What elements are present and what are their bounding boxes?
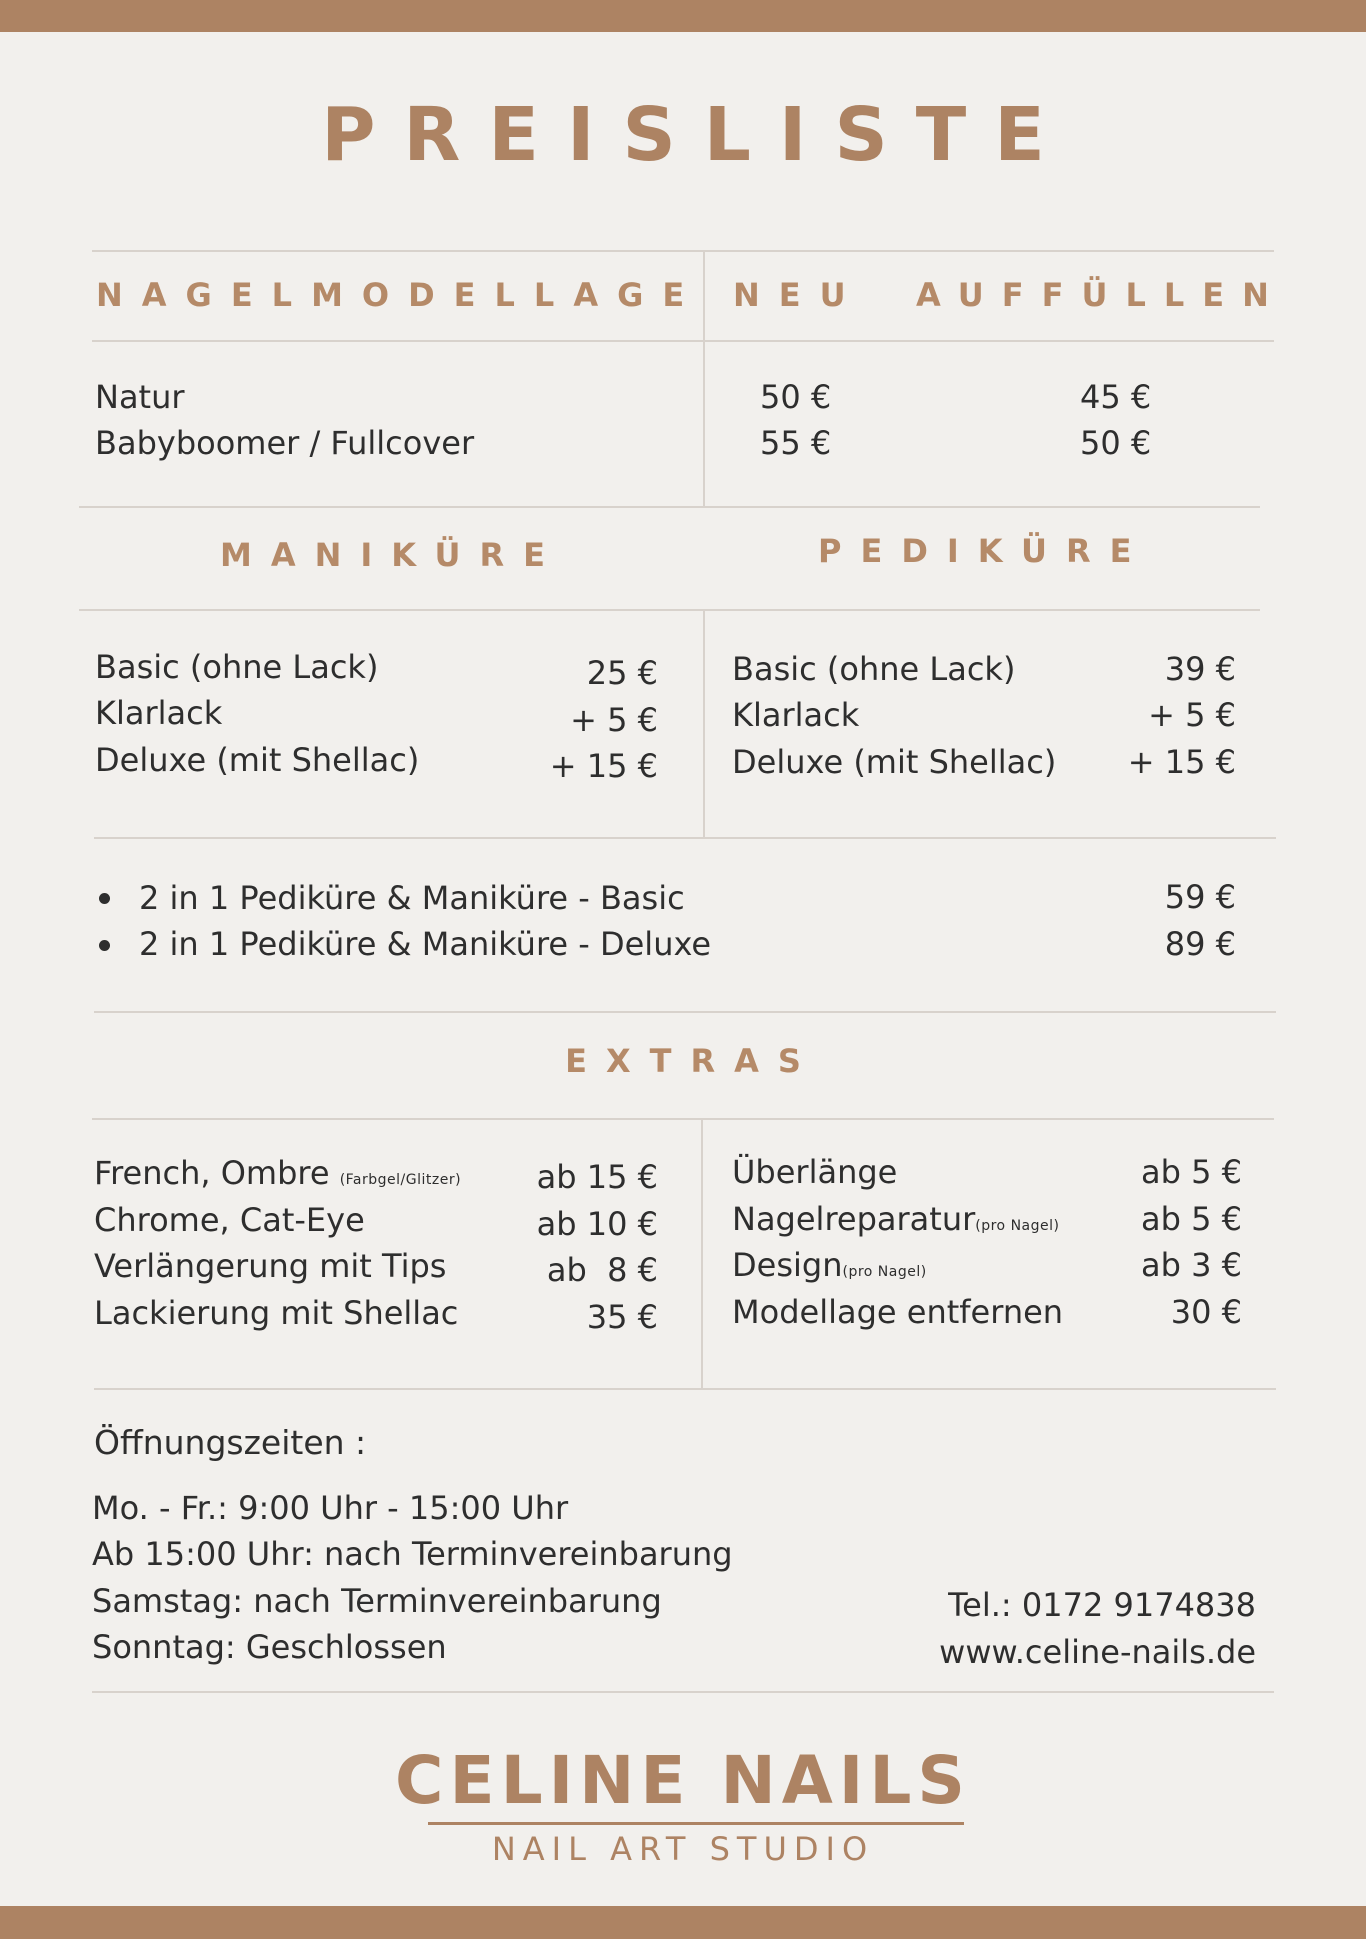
- top-band: [0, 0, 1366, 32]
- pedikuere-item-price: 39 €: [1164, 650, 1236, 688]
- manikuere-header: MANIKÜRE: [220, 536, 565, 574]
- manikuere-item-price: 25 €: [586, 654, 658, 692]
- logo-underline: [428, 1822, 964, 1825]
- brand-logo-name: CELINE NAILS: [395, 1742, 971, 1819]
- nagel-row-price-new: 50 €: [760, 378, 832, 416]
- column-divider: [703, 609, 705, 839]
- extras-header: EXTRAS: [565, 1042, 820, 1080]
- divider: [92, 250, 1274, 252]
- pedikuere-item-label: Deluxe (mit Shellac): [732, 743, 1057, 781]
- nagel-row-price-refill: 45 €: [1080, 378, 1152, 416]
- website-link[interactable]: www.celine-nails.de: [939, 1633, 1256, 1671]
- combo-item-price: 89 €: [1164, 925, 1236, 963]
- nagel-row-price-refill: 50 €: [1080, 424, 1152, 462]
- manikuere-item-label: Deluxe (mit Shellac): [95, 741, 420, 779]
- divider: [92, 1118, 1274, 1120]
- extras-item-price: ab 8 €: [546, 1251, 658, 1289]
- pedikuere-item-label: Klarlack: [732, 696, 860, 734]
- extras-item: French, Ombre (Farbgel/Glitzer): [94, 1154, 462, 1192]
- phone-number[interactable]: Tel.: 0172 9174838: [948, 1586, 1256, 1624]
- extras-item: Chrome, Cat-Eye: [94, 1201, 365, 1239]
- divider: [94, 1011, 1276, 1013]
- divider: [94, 1388, 1276, 1390]
- extras-item-price: 30 €: [1170, 1293, 1242, 1331]
- bullet-icon: [99, 940, 110, 951]
- column-neu-header: NEU: [733, 276, 865, 314]
- extras-item: Design(pro Nagel): [732, 1246, 927, 1284]
- column-divider: [703, 250, 705, 508]
- divider: [79, 609, 1260, 611]
- pedikuere-item-label: Basic (ohne Lack): [732, 650, 1016, 688]
- manikuere-item-label: Klarlack: [95, 694, 223, 732]
- nagel-row-price-new: 55 €: [760, 424, 832, 462]
- brand-logo-tagline: NAIL ART STUDIO: [491, 1830, 875, 1868]
- opening-hours-line: Sonntag: Geschlossen: [92, 1628, 447, 1666]
- nagel-row-label: Natur: [95, 378, 185, 416]
- extras-item: Modellage entfernen: [732, 1293, 1064, 1331]
- page-title: PREISLISTE: [321, 92, 1073, 178]
- manikuere-item-price: + 5 €: [570, 701, 658, 739]
- extras-item: Überlänge: [732, 1153, 898, 1191]
- divider: [94, 837, 1276, 839]
- divider: [79, 506, 1260, 508]
- manikuere-item-price: + 15 €: [549, 747, 658, 785]
- opening-hours-line: Ab 15:00 Uhr: nach Terminvereinbarung: [92, 1535, 733, 1573]
- bullet-icon: [99, 893, 110, 904]
- extras-item-price: 35 €: [586, 1298, 658, 1336]
- extras-item: Lackierung mit Shellac: [94, 1294, 459, 1332]
- combo-item-label: 2 in 1 Pediküre & Maniküre - Basic: [139, 879, 685, 917]
- divider: [92, 340, 1274, 342]
- combo-item-label: 2 in 1 Pediküre & Maniküre - Deluxe: [139, 925, 712, 963]
- extras-item: Nagelreparatur(pro Nagel): [732, 1200, 1060, 1238]
- extras-item-price: ab 5 €: [1141, 1200, 1242, 1238]
- column-auffuellen-header: AUFFÜLLEN: [916, 276, 1287, 314]
- extras-item-price: ab 3 €: [1141, 1246, 1242, 1284]
- pedikuere-header: PEDIKÜRE: [818, 532, 1151, 570]
- nagelmodellage-header: NAGELMODELLAGE: [96, 276, 704, 314]
- extras-item-price: ab 10 €: [536, 1205, 658, 1243]
- pedikuere-item-price: + 5 €: [1148, 696, 1236, 734]
- combo-item-price: 59 €: [1164, 878, 1236, 916]
- extras-item: Verlängerung mit Tips: [94, 1247, 447, 1285]
- opening-hours-line: Mo. - Fr.: 9:00 Uhr - 15:00 Uhr: [92, 1489, 569, 1527]
- manikuere-item-label: Basic (ohne Lack): [95, 648, 379, 686]
- column-divider: [701, 1118, 703, 1389]
- opening-hours-line: Samstag: nach Terminvereinbarung: [92, 1582, 662, 1620]
- bottom-band: [0, 1906, 1366, 1939]
- pedikuere-item-price: + 15 €: [1127, 743, 1236, 781]
- nagel-row-label: Babyboomer / Fullcover: [95, 424, 475, 462]
- divider: [92, 1691, 1274, 1693]
- extras-item-price: ab 5 €: [1141, 1153, 1242, 1191]
- opening-hours-heading: Öffnungszeiten :: [94, 1423, 367, 1462]
- extras-item-price: ab 15 €: [536, 1158, 658, 1196]
